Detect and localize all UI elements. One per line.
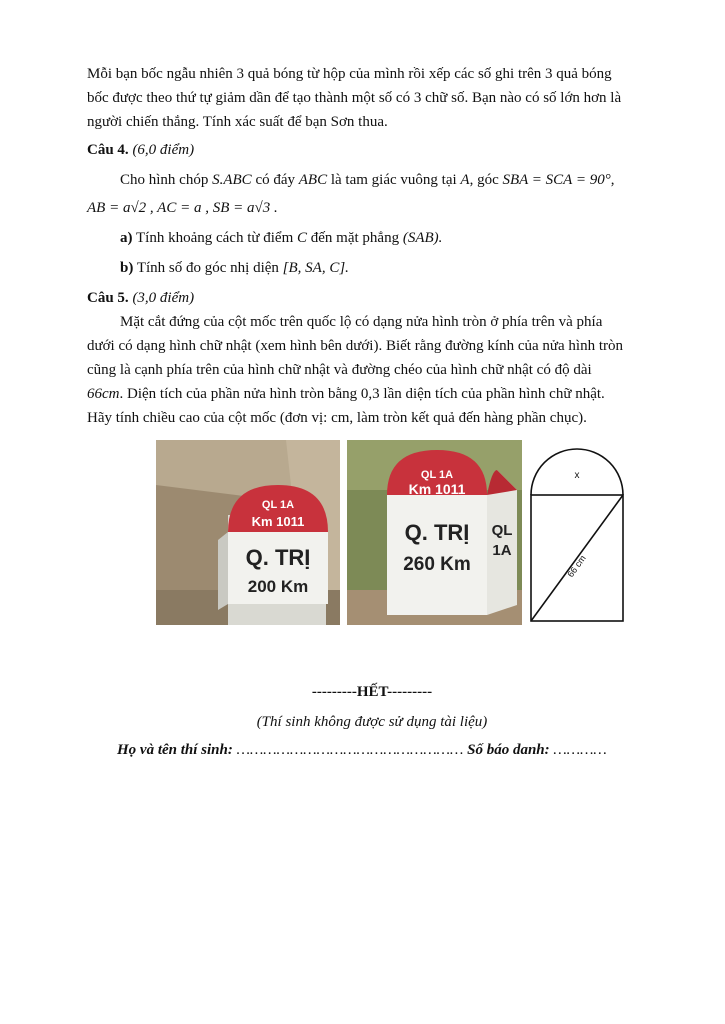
stem-text: có đáy xyxy=(255,172,296,188)
intro-line: người chiến thắng. Tính xác suất để bạn Sơn thua. xyxy=(87,114,388,130)
milestone-diagram xyxy=(527,440,627,625)
base-name: ABC xyxy=(298,172,328,188)
part-b-text: Tính số đo góc nhị diện xyxy=(136,260,279,276)
stem-text: , góc xyxy=(469,172,499,188)
intro-line: bốc được theo thứ tự giảm dần để tạo thành một số có 3 chữ số. Bạn nào có số lớn hơn là xyxy=(87,90,622,106)
vertex-name: A xyxy=(460,172,470,188)
milestone2-dist: 260 Km xyxy=(403,554,471,575)
question-5-text xyxy=(87,382,657,406)
question-4b xyxy=(87,256,657,280)
name-fill: …………………………………………… xyxy=(236,742,464,758)
question-5-text: cũng là cạnh phía trên của hình chữ nhật và đường chéo của hình chữ nhật có độ dài xyxy=(87,362,592,378)
question-5-text: Mặt cắt đứng của cột mốc trên quốc lộ có dạng nửa hình tròn ở phía trên và phía xyxy=(120,314,603,330)
length-values: AB = a√2 , AC = a , SB = a√3 . xyxy=(87,200,278,216)
question-5-text: Hãy tính chiều cao của cột mốc (đơn vị: cm, làm tròn kết quả đến hàng phần chục). xyxy=(87,410,587,426)
end-marker: ---------HẾT--------- xyxy=(311,684,433,700)
milestone2-km: Km 1011 xyxy=(408,481,466,497)
question-4-score: (6,0 điểm) xyxy=(132,142,195,158)
id-fill: ………… xyxy=(553,742,607,758)
part-a-text: Tính khoảng cách từ điểm xyxy=(135,230,294,246)
part-a-label: a) xyxy=(120,230,133,246)
question-4-stem: Cho hình chóp S.ABC có đáy ABC là tam giác vuông tại A, góc SBA = SCA = 90°, xyxy=(120,172,615,188)
milestone2-side-route2: 1A xyxy=(492,542,512,559)
question-5-text: dưới có dạng hình chữ nhật (xem hình bên dưới). Biết rằng đường kính của nửa hình tròn xyxy=(87,338,624,354)
milestone1-dist: 200 Km xyxy=(247,577,309,596)
milestone1-route: QL 1A xyxy=(261,499,295,511)
milestone1-km: Km 1011 xyxy=(251,514,305,529)
question-4-heading xyxy=(87,138,657,162)
diagram-x-label: x xyxy=(574,470,580,481)
question-5-text-part: . Diện tích của phần nửa hình tròn bằng 0,3 lần diện tích của phần hình chữ nhật. xyxy=(119,386,605,402)
name-label: Họ và tên thí sinh: xyxy=(117,742,233,758)
footer-note: (Thí sinh không được sử dụng tài liệu) xyxy=(256,714,488,730)
question-5-label: Câu 5. xyxy=(87,290,129,306)
document-page xyxy=(87,62,657,762)
question-4-lengths xyxy=(87,196,657,220)
intro-line: Mỗi bạn bốc ngẫu nhiên 3 quả bóng từ hộp của mình rồi xếp các số ghi trên 3 quả bóng xyxy=(87,66,612,82)
milestone1-dest: Q. TRỊ xyxy=(245,545,311,570)
figure-row xyxy=(87,440,657,625)
pyramid-name: S.ABC xyxy=(212,172,252,188)
diagram-diagonal-label: 66 cm xyxy=(565,553,588,580)
part-a-text: đến mặt phẳng xyxy=(310,230,400,246)
id-label: Số báo danh: xyxy=(467,742,550,758)
candidate-info xyxy=(87,738,657,762)
milestone2-side-route: QL xyxy=(491,522,513,539)
question-5-score: (3,0 điểm) xyxy=(132,290,195,306)
milestone2-route: QL 1A xyxy=(420,469,454,481)
question-5-heading xyxy=(87,286,657,310)
dihedral-angle: [B, SA, C]. xyxy=(282,260,349,276)
point-c: C xyxy=(297,230,308,246)
question-4a xyxy=(87,226,657,250)
milestone2-dest: Q. TRỊ xyxy=(404,520,470,545)
stem-text: Cho hình chóp xyxy=(120,172,209,188)
milestone-photo-1 xyxy=(156,440,340,625)
stem-text: là tam giác vuông tại xyxy=(330,172,457,188)
milestone-photo-2 xyxy=(347,440,522,625)
plane-sab: (SAB). xyxy=(402,230,443,246)
diagonal-length: 66cm xyxy=(87,386,120,402)
question-4-label: Câu 4. xyxy=(87,142,129,158)
part-b-label: b) xyxy=(120,260,134,276)
angle-equation: SBA = SCA = 90° xyxy=(502,172,611,188)
